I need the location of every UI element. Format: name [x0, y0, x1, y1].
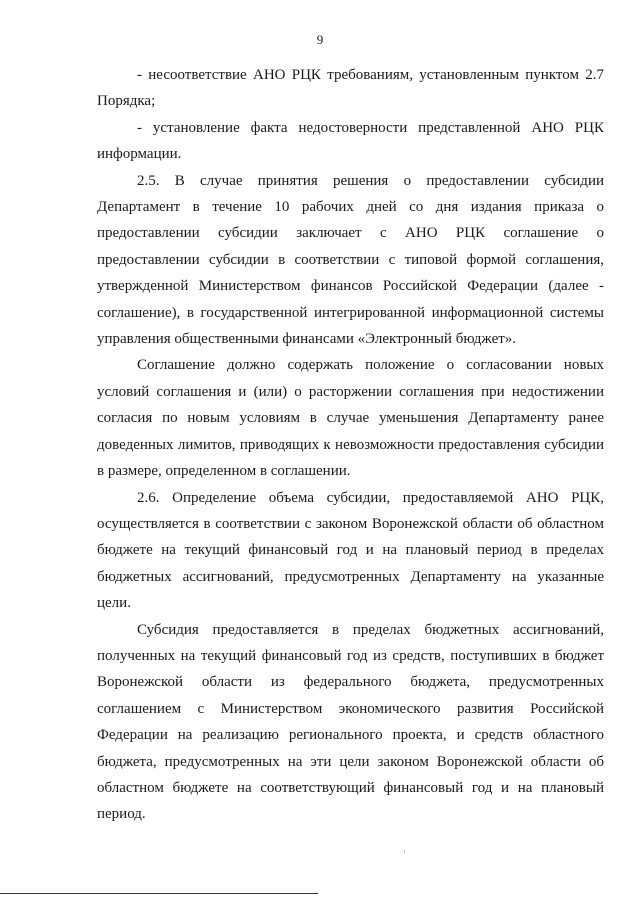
paragraph-agreement-conditions: Соглашение должно содержать положение о согласовании новых условий соглашения и (или) о расторжении соглашения при недостижении согласия по новым условиям в случае уменьшения Департаменту ранее доведенных лимитов, приводящих к невозможности предоставления субсидии в размере, определенном в соглашении. [97, 357, 604, 480]
footer-divider [0, 893, 318, 894]
document-body [97, 62, 604, 828]
scan-mark [404, 850, 405, 853]
paragraph-section-2-5: 2.5. В случае принятия решения о предоставлении субсидии Департамент в течение 10 рабочих дней со дня издания приказа о предоставлении субсидии заключает с АНО РЦК соглашение о предоставлении субсидии в соответствии с типовой формой соглашения, утвержденной Министерством финансов Российской Федерации (далее - соглашение), в государственной интегрированной информационной системы управления общественными финансами «Электронный бюджет». [97, 172, 604, 348]
paragraph-item-unreliable-info: - установление факта недостоверности представленной АНО РЦК информации. [97, 119, 604, 163]
paragraph-item-nonconformity: - несоответствие АНО РЦК требованиям, установленным пунктом 2.7 Порядка; [97, 67, 604, 110]
page-number: 9 [316, 32, 324, 47]
paragraph-section-2-6: 2.6. Определение объема субсидии, предоставляемой АНО РЦК, осуществляется в соответствии с законом Воронежской области об областном бюджете на текущий финансовый год и на плановый период в пределах бюджетных ассигнований, предусмотренных Департаменту на указанные цели. [97, 489, 604, 612]
paragraph-subsidy-limits: Субсидия предоставляется в пределах бюджетных ассигнований, полученных на текущий финансовый год из средств, поступивших в бюджет Воронежской области из федерального бюджета, предусмотренных соглашением с Министерством экономического развития Российской Федерации на реализацию регионального проекта, и средств областного бюджета, предусмотренных на эти цели законом Воронежской области об областном бюджете на соответствующий финансовый год и на плановый период. [97, 621, 604, 823]
